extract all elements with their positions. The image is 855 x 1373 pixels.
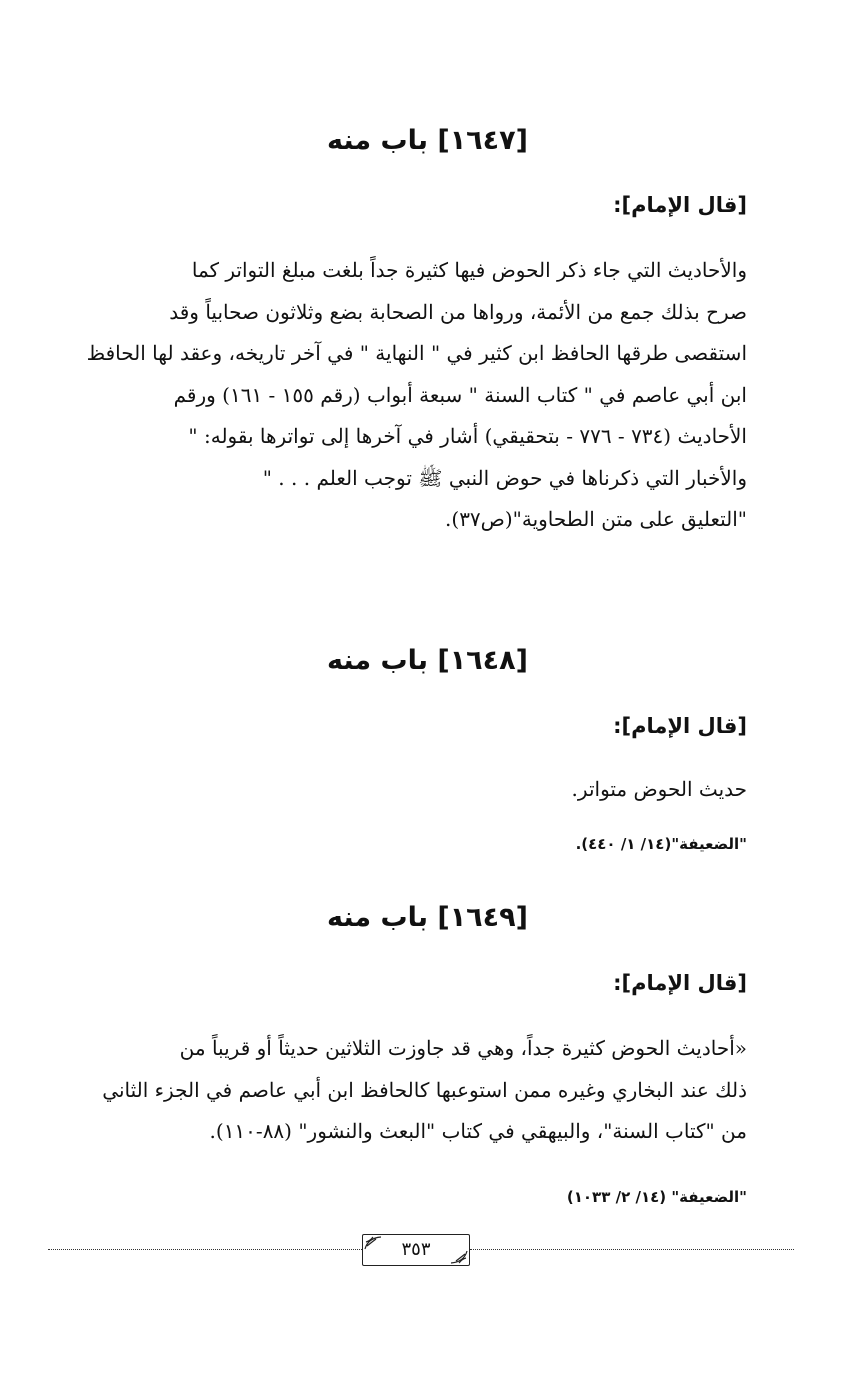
paragraph-1649 [48, 1028, 747, 1153]
section-heading-1647: [١٦٤٧] باب منه [327, 125, 528, 156]
section-heading-1648: [١٦٤٨] باب منه [327, 645, 528, 676]
corner-ornament-icon [450, 1250, 468, 1264]
section-heading-1649: [١٦٤٩] باب منه [327, 902, 528, 933]
text-line: والأحاديث التي جاء ذكر الحوض فيها كثيرة جداً بلغت مبلغ التواتر كما [191, 258, 747, 282]
source-citation-1648: "الضعيفة"(١٤/ ١/ ٤٤٠). [575, 835, 747, 853]
imam-label-1648: [قال الإمام]: [613, 714, 747, 738]
paragraph-1648: حديث الحوض متواتر. [571, 777, 747, 801]
text-line: «أحاديث الحوض كثيرة جداً، وهي قد جاوزت الثلاثين حديثاً أو قريباً من [179, 1036, 747, 1060]
footer-rule-right [470, 1249, 794, 1250]
page-number: ٣٥٣ [362, 1234, 470, 1266]
corner-ornament-icon [364, 1236, 382, 1250]
text-line: استقصى طرقها الحافظ ابن كثير في " النهاية " في آخر تاريخه، وعقد لها الحافظ [86, 341, 747, 365]
text-line: صرح بذلك جمع من الأئمة، ورواها من الصحابة بضع وثلاثون صحابياً وقد [169, 299, 747, 324]
text-line: والأخبار التي ذكرناها في حوض النبي ﷺ توجب العلم . . . " [262, 465, 747, 490]
source-citation-1649: "الضعيفة" (١٤/ ٢/ ١٠٣٣) [566, 1188, 747, 1206]
text-line: من "كتاب السنة"، والبيهقي في كتاب "البعث والنشور" (٨٨-١١٠). [209, 1119, 747, 1143]
imam-label-1649: [قال الإمام]: [613, 971, 747, 995]
text-line: ذلك عند البخاري وغيره ممن استوعبها كالحافظ ابن أبي عاصم في الجزء الثاني [102, 1077, 747, 1102]
text-line: الأحاديث (٧٣٤ - ٧٧٦ - بتحقيقي) أشار في آخرها إلى تواترها بقوله: " [188, 424, 747, 448]
source-citation: "التعليق على متن الطحاوية"(ص٣٧). [445, 507, 747, 531]
text-line: ابن أبي عاصم في " كتاب السنة " سبعة أبواب (رقم ١٥٥ - ١٦١) ورقم [173, 382, 747, 407]
imam-label-1647: [قال الإمام]: [613, 193, 747, 217]
paragraph-1647 [48, 250, 747, 541]
footer-rule-left [48, 1249, 362, 1250]
